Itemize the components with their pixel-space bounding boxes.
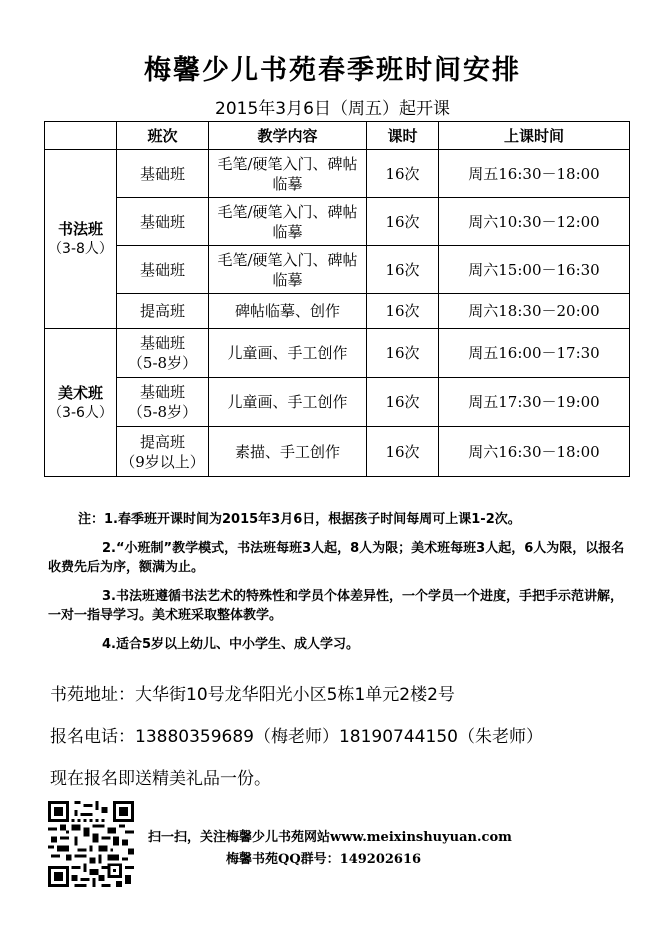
time-cell: 周五16:30－18:00 (439, 150, 630, 198)
content-cell: 儿童画、手工创作 (209, 329, 367, 378)
class-name: 基础班 (139, 334, 185, 352)
page-subtitle: 2015年3月6日（周五）起开课 (215, 99, 450, 119)
notes-section (48, 510, 628, 664)
content-cell: 毛笔/硬笔入门、碑帖临摹 (209, 246, 367, 294)
class-cell: 提高班 (117, 294, 209, 329)
note-item: 注：1.春季班开课时间为2015年3月6日，根据孩子时间每周可上课1-2次。 (78, 512, 521, 527)
group-cell-calligraphy (45, 150, 117, 329)
content-cell: 毛笔/硬笔入门、碑帖临摹 (209, 198, 367, 246)
class-cell (117, 427, 209, 477)
note-item: 4.适合5岁以上幼儿、中小学生、成人学习。 (102, 637, 360, 652)
content-cell: 儿童画、手工创作 (209, 378, 367, 427)
class-age: （5-8岁） (127, 403, 198, 421)
table-row (45, 294, 630, 329)
class-name: 提高班 (139, 432, 185, 451)
class-age: （5-8岁） (127, 354, 198, 372)
time-cell: 周六18:30－20:00 (439, 294, 630, 329)
address-line: 书苑地址：大华街10号龙华阳光小区5栋1单元2楼2号 (50, 685, 455, 705)
class-age: （9岁以上） (120, 452, 205, 471)
hours-cell: 16次 (367, 246, 439, 294)
time-cell: 周六15:00－16:30 (439, 246, 630, 294)
table-row (45, 150, 630, 198)
table-row (45, 329, 630, 378)
hours-cell: 16次 (367, 150, 439, 198)
page-title: 梅馨少儿书苑春季班时间安排 (144, 55, 521, 86)
header-cell-content: 教学内容 (209, 122, 367, 150)
phone-line: 报名电话：13880359689（梅老师）18190744150（朱老师） (50, 727, 543, 747)
note-item: 3.书法班遵循书法艺术的特殊性和学员个体差异性，一个学员一个进度，手把手示范讲解，一对一指导学习。美术班采取整体教学。 (48, 589, 623, 623)
table-row (45, 198, 630, 246)
hours-cell: 16次 (367, 427, 439, 477)
group-size: （3-8人） (48, 241, 113, 257)
time-cell: 周六10:30－12:00 (439, 198, 630, 246)
header-cell-time: 上课时间 (439, 122, 630, 150)
note-item: 2.“小班制”教学模式，书法班每班3人起，8人为限；美术班每班3人起，6人为限，以报名收费先后为序，额满为止。 (48, 541, 625, 575)
header-cell-blank (45, 122, 117, 150)
header-cell-hours: 课时 (367, 122, 439, 150)
time-cell: 周五16:00－17:30 (439, 329, 630, 378)
class-cell (117, 329, 209, 378)
class-name: 基础班 (139, 383, 185, 401)
time-cell: 周五17:30－19:00 (439, 378, 630, 427)
group-cell-art (45, 329, 117, 477)
hours-cell: 16次 (367, 378, 439, 427)
class-cell: 基础班 (117, 150, 209, 198)
content-cell: 素描、手工创作 (209, 427, 367, 477)
group-size: （3-6人） (48, 404, 113, 421)
table-header-row (45, 122, 630, 150)
hours-cell: 16次 (367, 329, 439, 378)
scan-text: 扫一扫，关注梅馨少儿书苑网站www.meixinshuyuan.com (148, 830, 512, 845)
hours-cell: 16次 (367, 294, 439, 329)
qq-group-text: 梅馨书苑QQ群号：149202616 (226, 852, 422, 867)
group-name: 美术班 (57, 383, 103, 402)
hours-cell: 16次 (367, 198, 439, 246)
gift-line: 现在报名即送精美礼品一份。 (50, 769, 271, 789)
table-row (45, 246, 630, 294)
qr-code-icon (48, 801, 134, 887)
schedule-table (44, 121, 630, 477)
group-name: 书法班 (57, 220, 103, 238)
content-cell: 碑帖临摹、创作 (209, 294, 367, 329)
class-cell: 基础班 (117, 198, 209, 246)
time-cell: 周六16:30－18:00 (439, 427, 630, 477)
table-row (45, 427, 630, 477)
class-cell: 基础班 (117, 246, 209, 294)
header-cell-class: 班次 (117, 122, 209, 150)
table-row (45, 378, 630, 427)
class-cell (117, 378, 209, 427)
content-cell: 毛笔/硬笔入门、碑帖临摹 (209, 150, 367, 198)
